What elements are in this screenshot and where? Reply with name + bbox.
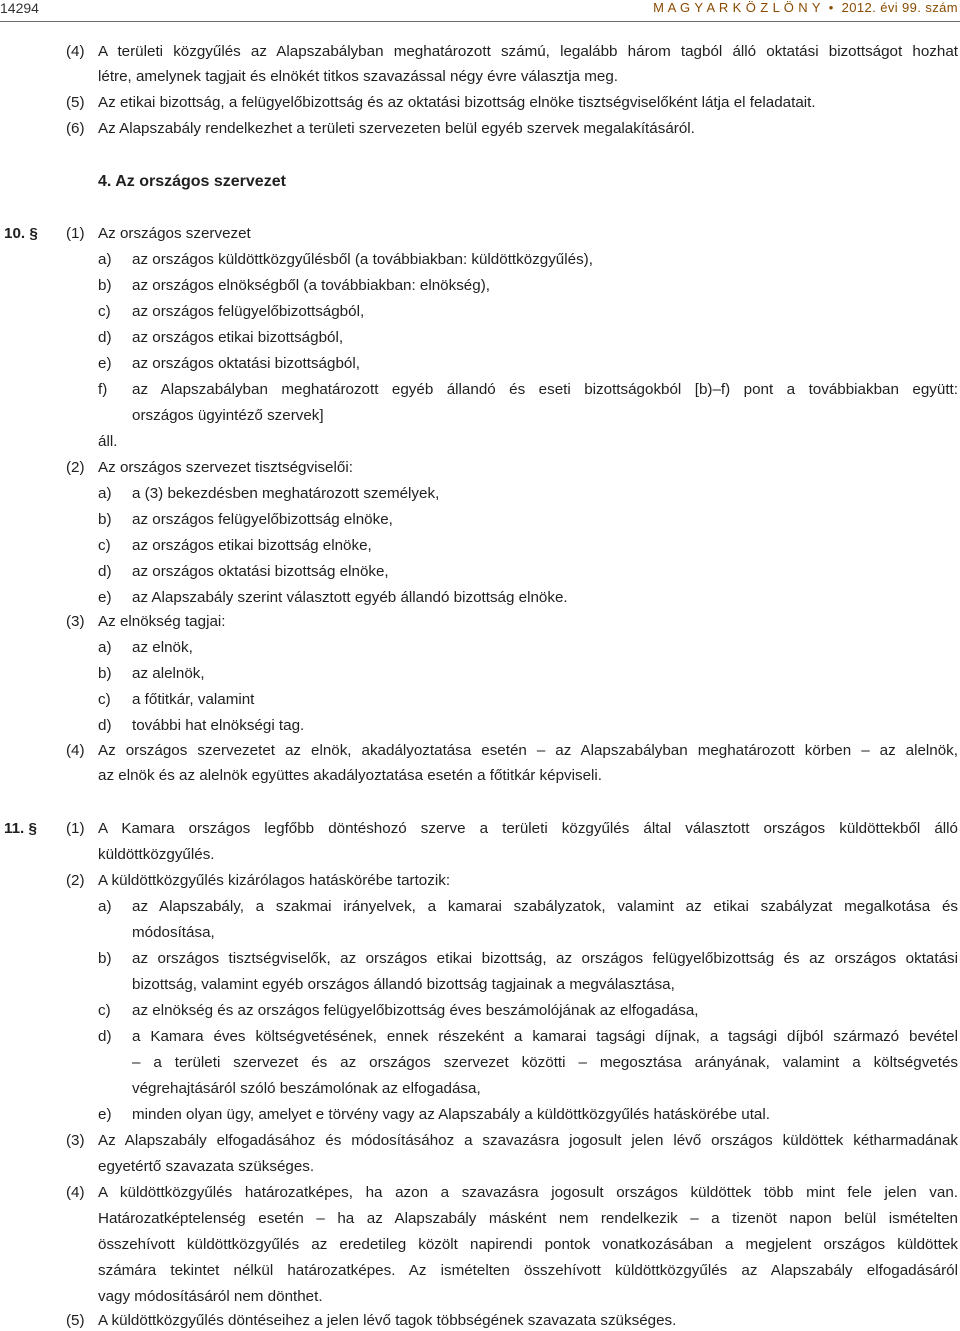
paragraph-text: küldöttközgyűlés. [98, 846, 215, 863]
item-letter: d) [98, 329, 112, 346]
item-text: az alelnök, [132, 665, 205, 682]
item-text: minden olyan ügy, amelyet e törvény vagy az Alapszabály a küldöttközgyűlés hatáskörébe utal. [132, 1106, 770, 1123]
section-label: 10. § [4, 225, 38, 242]
paragraph-number: (3) [66, 613, 85, 630]
item-text: az elnökség és az országos felügyelőbizottság éves beszámolójának az elfogadása, [132, 1002, 699, 1019]
paragraph-text: Az elnökség tagjai: [98, 613, 226, 630]
paragraph-number: (4) [66, 742, 85, 759]
item-text: az elnök, [132, 639, 193, 656]
paragraph-number: (5) [66, 94, 85, 111]
item-text: országos ügyintéző szervek] [132, 407, 324, 424]
item-letter: b) [98, 511, 112, 528]
item-text: a (3) bekezdésben meghatározott személyek, [132, 485, 440, 502]
paragraph-text: A területi közgyűlés az Alapszabályban meghatározott számú, legalább három tagból álló oktatási bizottságot hozhat [98, 43, 958, 60]
paragraph-number: (4) [66, 43, 85, 60]
journal-header [653, 0, 958, 15]
item-text: az országos oktatási bizottságból, [132, 355, 360, 372]
item-text: az országos elnökségből (a továbbiakban: elnökség), [132, 277, 490, 294]
item-text: az országos felügyelőbizottságból, [132, 303, 365, 320]
item-letter: d) [98, 1028, 112, 1045]
paragraph-number: (1) [66, 225, 85, 242]
item-text: a Kamara éves költségvetésének, ennek részeként a kamarai tagsági díjnak, a tagsági díjból származó bevétel [132, 1028, 958, 1045]
paragraph-text: A küldöttközgyűlés kizárólagos hatáskörébe tartozik: [98, 872, 451, 889]
item-letter: e) [98, 589, 112, 606]
item-letter: c) [98, 691, 111, 708]
item-letter: d) [98, 717, 112, 734]
paragraph-text: összehívott küldöttközgyűlés az eredetileg közölt napirendi pontok vonatkozásában a megjelent országos küldöttek [98, 1236, 958, 1253]
section-heading: 4. Az országos szervezet [98, 173, 286, 190]
item-text: az Alapszabályban meghatározott egyéb állandó és eseti bizottságokból [b)–f) pont a továbbiakban együtt: [132, 381, 958, 398]
paragraph-text: Az országos szervezetet az elnök, akadályoztatása esetén – az Alapszabályban meghatározott körben – az alelnök, [98, 742, 958, 759]
item-letter: b) [98, 950, 112, 967]
item-letter: f) [98, 381, 108, 398]
item-letter: c) [98, 303, 111, 320]
paragraph-text: A küldöttközgyűlés döntéseihez a jelen lévő tagok többségének szavazata szükséges. [98, 1312, 677, 1329]
journal-title: M A G Y A R K Ö Z L Ö N Y [653, 0, 821, 15]
paragraph-text: az elnök és az alelnök együttes akadályoztatása esetén a főtitkár képviseli. [98, 767, 603, 784]
paragraph-text: Határozatképtelenség esetén – ha az Alapszabály másként nem rendelkezik – a tizenöt napon belül ismételten [98, 1210, 958, 1227]
paragraph-number: (2) [66, 459, 85, 476]
item-text: további hat elnökségi tag. [132, 717, 305, 734]
item-letter: c) [98, 1002, 111, 1019]
paragraph-text: Az Alapszabály rendelkezhet a területi szervezeten belül egyéb szervek megalakításáról. [98, 120, 695, 137]
paragraph-number: (3) [66, 1132, 85, 1149]
paragraph-number: (5) [66, 1312, 85, 1329]
section-label: 11. § [4, 820, 37, 837]
item-letter: a) [98, 485, 112, 502]
item-text: – a területi szervezet és az országos szervezet közötti – megosztása arányának, valamint a költségvetés [132, 1054, 958, 1071]
item-letter: b) [98, 277, 112, 294]
paragraph-number: (6) [66, 120, 85, 137]
paragraph-text: Az országos szervezet [98, 225, 251, 242]
paragraph-text: A Kamara országos legfőbb döntéshozó szerve a területi közgyűlés által választott országos küldöttekből álló [98, 820, 958, 837]
item-text: az országos etikai bizottság elnöke, [132, 537, 372, 554]
paragraph-text: Az Alapszabály elfogadásához és módosításához a szavazásra jogosult jelen lévő országos küldöttek kétharmadának [98, 1132, 958, 1149]
item-letter: c) [98, 537, 111, 554]
item-text: végrehajtásáról szóló beszámolónak az elfogadása, [132, 1080, 481, 1097]
header-rule [0, 21, 960, 22]
item-text: az Alapszabály, a szakmai irányelvek, a kamarai szabályzatok, valamint az etikai szabályzat megalkotása és [132, 898, 958, 915]
paragraph-text: vagy módosításáról nem dönthet. [98, 1288, 323, 1305]
paragraph-text: A küldöttközgyűlés határozatképes, ha azon a szavazásra jogosult országos küldöttek több mint fele jelen van. [98, 1184, 958, 1201]
item-letter: e) [98, 1106, 112, 1123]
item-letter: a) [98, 251, 112, 268]
item-letter: e) [98, 355, 112, 372]
paragraph-number: (2) [66, 872, 85, 889]
paragraph-text: létre, amelynek tagjait és elnökét titkos szavazással négy évre választja meg. [98, 68, 619, 85]
item-text: a főtitkár, valamint [132, 691, 255, 708]
item-text: az országos etikai bizottságból, [132, 329, 344, 346]
paragraph-number: (4) [66, 1184, 85, 1201]
item-text: az országos felügyelőbizottság elnöke, [132, 511, 393, 528]
paragraph-text: számára tekintet nélkül határozatképes. Az ismételten összehívott küldöttközgyűlés az Alapszabály elfogadásáról [98, 1262, 958, 1279]
paragraph-number: (1) [66, 820, 85, 837]
page-header [0, 0, 960, 22]
paragraph-text: Az etikai bizottság, a felügyelőbizottság és az oktatási bizottság elnöke tisztségviselőként látja el feladatait. [98, 94, 816, 111]
item-text: az országos tisztségviselők, az országos etikai bizottság, az országos felügyelőbizottság és az országos oktatási [132, 950, 958, 967]
item-text: módosítása, [132, 924, 215, 941]
item-letter: b) [98, 665, 112, 682]
item-letter: a) [98, 639, 112, 656]
page-number: 14294 [0, 0, 39, 16]
paragraph-text: Az országos szervezet tisztségviselői: [98, 459, 353, 476]
paragraph-text: áll. [98, 433, 118, 450]
item-text: az országos küldöttközgyűlésből (a továbbiakban: küldöttközgyűlés), [132, 251, 593, 268]
item-letter: d) [98, 563, 112, 580]
issue-number: 2012. évi 99. szám [841, 0, 958, 15]
item-text: az országos oktatási bizottság elnöke, [132, 563, 389, 580]
paragraph-text: egyetértő szavazata szükséges. [98, 1158, 315, 1175]
item-text: bizottság, valamint egyéb országos állandó bizottság tagjainak a megválasztása, [132, 976, 675, 993]
item-letter: a) [98, 898, 112, 915]
bullet-separator: • [828, 0, 834, 15]
item-text: az Alapszabály szerint választott egyéb állandó bizottság elnöke. [132, 589, 568, 606]
